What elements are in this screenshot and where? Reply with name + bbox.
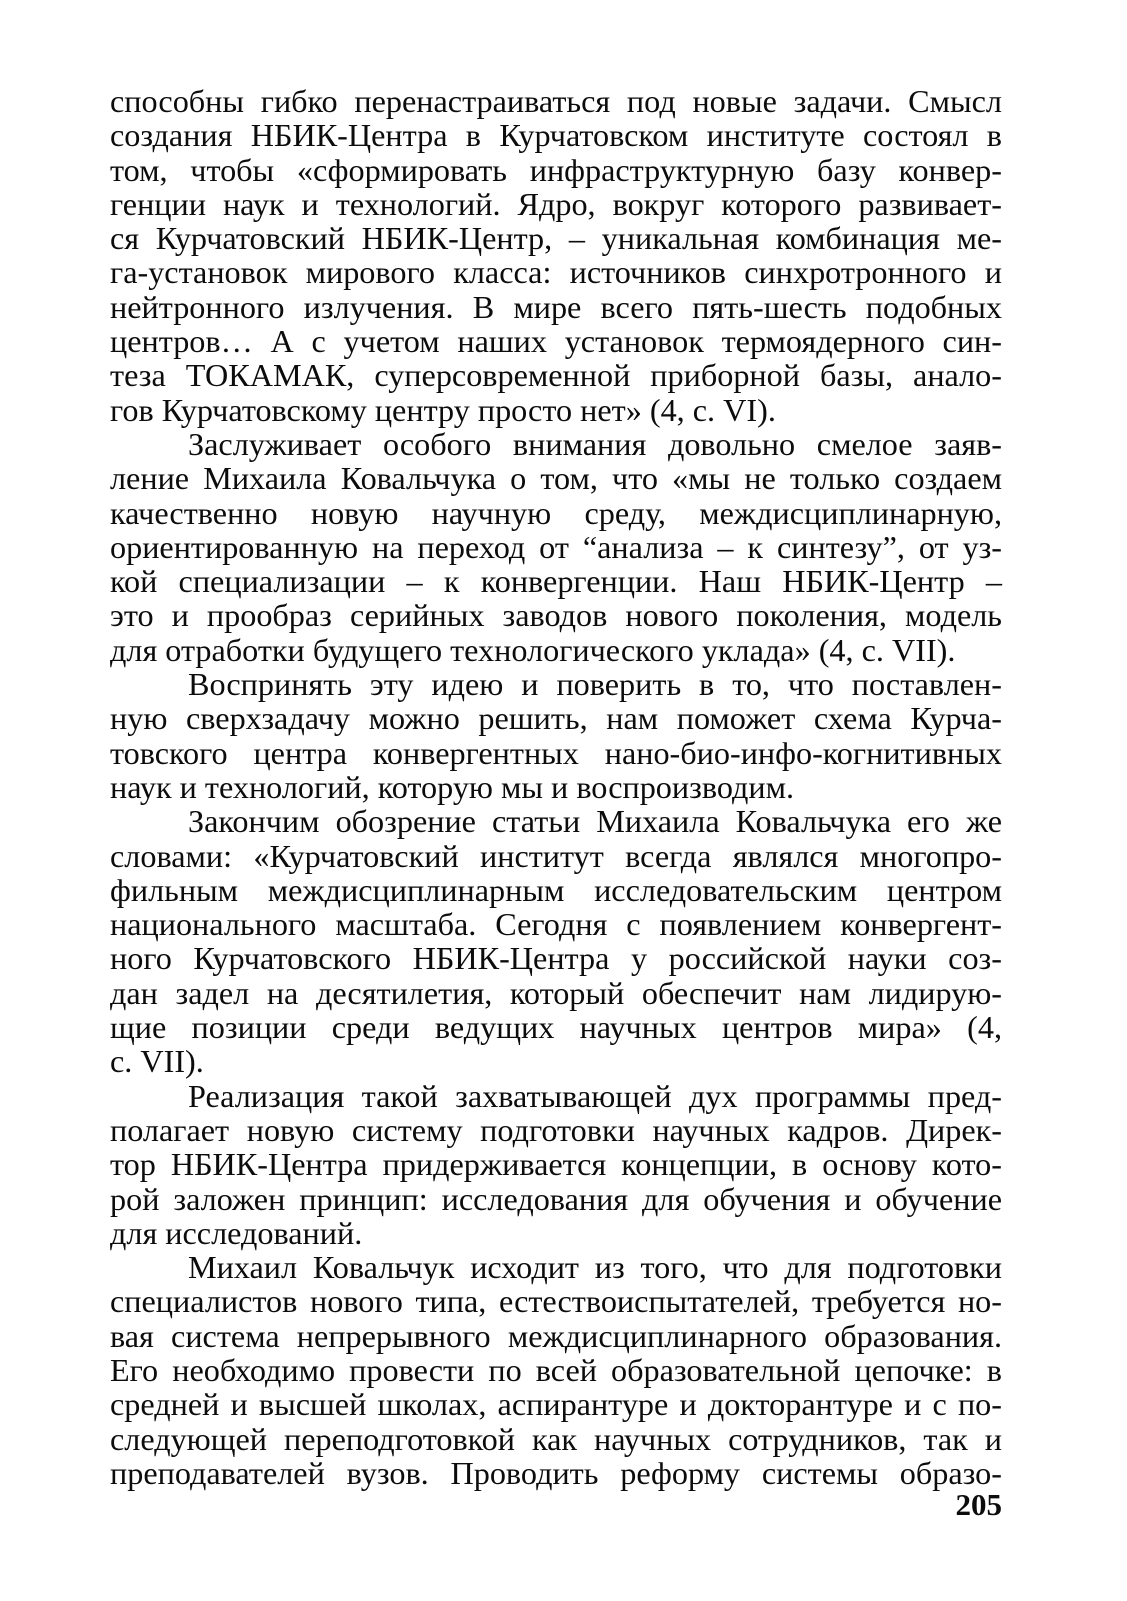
text-line: Заслуживает особого внимания довольно смелое заяв- bbox=[188, 425, 1002, 462]
paragraph bbox=[110, 84, 1002, 427]
text-line: щие позиции среди ведущих научных центров мира» (4, bbox=[110, 1009, 1002, 1046]
text-line: рой заложен принцип: исследования для обучения и обучение bbox=[110, 1180, 1002, 1217]
text-line: для исследований. bbox=[110, 1214, 363, 1251]
text-line: способны гибко перенастраиваться под новые задачи. Смысл bbox=[110, 83, 1002, 119]
text-line: том, чтобы «сформировать инфраструктурную базу конвер- bbox=[110, 151, 1002, 188]
text-line: нейтронного излучения. В мире всего пять-шесть подобных bbox=[110, 288, 1002, 325]
text-line: центров… А с учетом наших установок термоядерного син- bbox=[110, 323, 1002, 360]
text-line: ление Михаила Ковальчука о том, что «мы не только создаем bbox=[110, 460, 1002, 497]
text-line: наук и технологий, которую мы и воспроизводим. bbox=[110, 768, 794, 805]
paragraph bbox=[110, 1079, 1002, 1250]
paragraph bbox=[110, 427, 1002, 667]
text-line: фильным междисциплинарным исследовательским центром bbox=[110, 871, 1002, 908]
text-line: гов Курчатовскому центру просто нет» (4, с. VI). bbox=[110, 391, 776, 428]
text-line: следующей переподготовкой как научных сотрудников, так и bbox=[110, 1420, 1002, 1457]
text-line: национального масштаба. Сегодня с появлением конвергент- bbox=[110, 906, 1002, 943]
text-line: это и прообраз серийных заводов нового поколения, модель bbox=[110, 597, 1002, 634]
text-line: Воспринять эту идею и поверить в то, что поставлен- bbox=[188, 666, 1002, 703]
text-line: теза ТОКАМАК, суперсовременной приборной базы, анало- bbox=[110, 357, 1002, 394]
text-line: ного Курчатовского НБИК-Центра у российской науки соз- bbox=[110, 940, 1002, 977]
text-line: ную сверхзадачу можно решить, нам поможет схема Курча- bbox=[110, 700, 1002, 737]
text-line: генции наук и технологий. Ядро, вокруг которого развивает- bbox=[110, 185, 1002, 222]
text-line: полагает новую систему подготовки научных кадров. Дирек- bbox=[110, 1111, 1002, 1148]
text-line: качественно новую научную среду, междисциплинарную, bbox=[110, 494, 1002, 531]
text-line: с. VII). bbox=[110, 1043, 204, 1080]
text-line: Закончим обозрение статьи Михаила Ковальчука его же bbox=[188, 803, 1002, 840]
text-line: ориентированную на переход от “анализа – к синтезу”, от уз- bbox=[110, 528, 1002, 565]
text-line: преподавателей вузов. Проводить реформу системы образо- bbox=[110, 1454, 1002, 1491]
text-line: средней и высшей школах, аспирантуре и докторантуре и с по- bbox=[110, 1386, 1002, 1423]
page-number: 205 bbox=[955, 1487, 1002, 1522]
text-line: специалистов нового типа, естествоиспытателей, требуется но- bbox=[110, 1283, 1002, 1320]
text-line: Реализация такой захватывающей дух программы пред- bbox=[188, 1077, 1002, 1114]
text-line: товского центра конвергентных нано-био-инфо-когнитивных bbox=[110, 734, 1002, 771]
text-line: для отработки будущего технологического уклада» (4, с. VII). bbox=[110, 631, 956, 668]
body-text bbox=[110, 84, 1002, 1490]
text-line: создания НБИК-Центра в Курчатовском институте состоял в bbox=[110, 117, 1002, 154]
paragraph bbox=[110, 667, 1002, 804]
text-line: словами: «Курчатовский институт всегда являлся многопро- bbox=[110, 837, 1002, 874]
text-line: кой специализации – к конвергенции. Наш НБИК-Центр – bbox=[110, 563, 1002, 600]
text-line: га-установок мирового класса: источников синхротронного и bbox=[110, 254, 1002, 291]
text-line: ся Курчатовский НБИК-Центр, – уникальная комбинация ме- bbox=[110, 220, 1002, 257]
text-line: Его необходимо провести по всей образовательной цепочке: в bbox=[110, 1351, 1002, 1388]
text-line: дан задел на десятилетия, который обеспечит нам лидирую- bbox=[110, 974, 1002, 1011]
text-line: Михаил Ковальчук исходит из того, что для подготовки bbox=[188, 1249, 1002, 1286]
paragraph bbox=[110, 1250, 1002, 1490]
text-line: тор НБИК-Центра придерживается концепции, в основу кото- bbox=[110, 1146, 1002, 1183]
paragraph bbox=[110, 804, 1002, 1078]
text-line: вая система непрерывного междисциплинарного образования. bbox=[110, 1317, 1002, 1354]
